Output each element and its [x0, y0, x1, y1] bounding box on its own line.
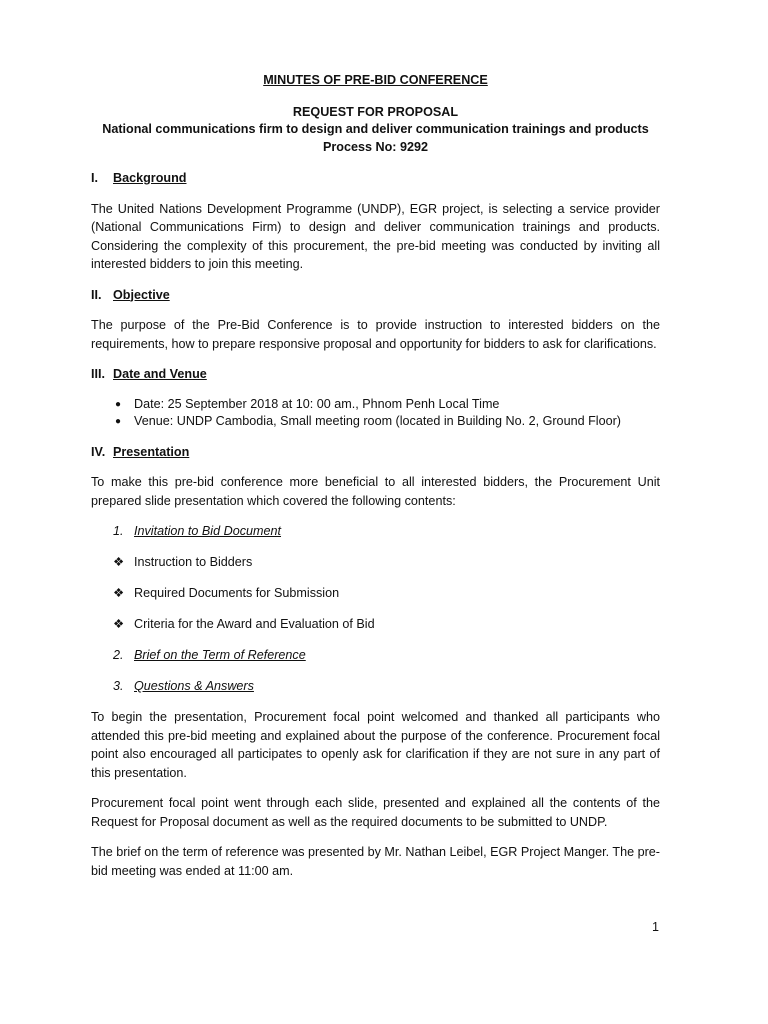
diamond-bullet-icon: ❖	[113, 586, 125, 600]
presentation-paragraph-2: Procurement focal point went through each slide, presented and explained all the contents of the Request for Proposal document as well as the required documents to be submitted to UNDP.	[91, 796, 660, 829]
list-item	[91, 584, 660, 603]
presentation-intro: To make this pre-bid conference more beneficial to all interested bidders, the Procurement Unit prepared slide presentation which covered the following contents:	[91, 475, 660, 508]
section-title: Objective	[113, 287, 170, 302]
item-label: Instruction to Bidders	[134, 555, 253, 569]
section-heading-objective	[91, 286, 660, 305]
section-number: II.	[91, 287, 102, 302]
document-title-text: MINUTES OF PRE-BID CONFERENCE	[263, 73, 488, 87]
list-item	[91, 522, 660, 541]
item-label: Required Documents for Submission	[134, 586, 340, 600]
item-label: Invitation to Bid Document	[134, 524, 282, 538]
item-label: Questions & Answers	[134, 679, 254, 693]
section-title: Presentation	[113, 444, 190, 459]
rfp-header-line3: Process No: 9292	[322, 139, 428, 154]
list-item	[91, 615, 660, 634]
page-number: 1	[652, 920, 660, 934]
section-number: III.	[91, 367, 105, 381]
item-label: Criteria for the Award and Evaluation of Bid	[134, 617, 375, 631]
rfp-header	[91, 104, 660, 157]
document-body	[91, 71, 660, 892]
presentation-paragraph-3: The brief on the term of reference was presented by Mr. Nathan Leibel, EGR Project Manger. The pre-bid meeting was ended at 11:00 am.	[91, 845, 660, 878]
date-venue-list	[91, 396, 660, 431]
item-label: Brief on the Term of Reference	[134, 648, 306, 662]
rfp-header-line1: REQUEST FOR PROPOSAL	[292, 104, 459, 119]
document-title	[91, 71, 660, 90]
list-item	[91, 396, 660, 414]
section-heading-background	[91, 169, 660, 188]
presentation-paragraph-1: To begin the presentation, Procurement focal point welcomed and thanked all participants who attended this pre-bid meeting and explained about the purpose of the conference. Procurement focal point also encouraged all participates to openly ask for clarification if they are not sure in any part of this presentation.	[91, 710, 660, 780]
section-heading-presentation	[91, 443, 660, 462]
background-paragraph: The United Nations Development Programme (UNDP), EGR project, is selecting a service provider (National Communications Firm) to design and deliver communication trainings and products. Considering the complexity of this procurement, the pre-bid meeting was conducted by inviting all interested bidders to join this meeting.	[91, 201, 660, 271]
item-number: 3.	[113, 679, 124, 693]
date-text: Date: 25 September 2018 at 10: 00 am., Phnom Penh Local Time	[134, 396, 500, 411]
diamond-bullet-icon: ❖	[113, 617, 125, 631]
bullet-icon: ●	[115, 398, 122, 410]
list-item	[91, 646, 660, 665]
objective-paragraph: The purpose of the Pre-Bid Conference is to provide instruction to interested bidders on the requirements, how to prepare responsive proposal and opportunity for bidders to ask for clarifications.	[91, 318, 660, 351]
diamond-bullet-icon: ❖	[113, 555, 125, 569]
bullet-icon: ●	[115, 416, 122, 427]
section-number: IV.	[91, 444, 106, 459]
venue-text: Venue: UNDP Cambodia, Small meeting room (located in Building No. 2, Ground Floor)	[134, 414, 621, 428]
list-item	[91, 553, 660, 572]
section-title: Background	[113, 171, 187, 185]
list-item	[91, 413, 660, 431]
section-heading-date-venue	[91, 365, 660, 384]
section-number: I.	[91, 171, 98, 185]
item-number: 2.	[113, 648, 124, 662]
rfp-header-line2: National communications firm to design and deliver communication trainings and products	[102, 122, 649, 136]
item-number: 1.	[113, 524, 124, 538]
section-title: Date and Venue	[113, 367, 207, 381]
list-item	[91, 677, 660, 696]
